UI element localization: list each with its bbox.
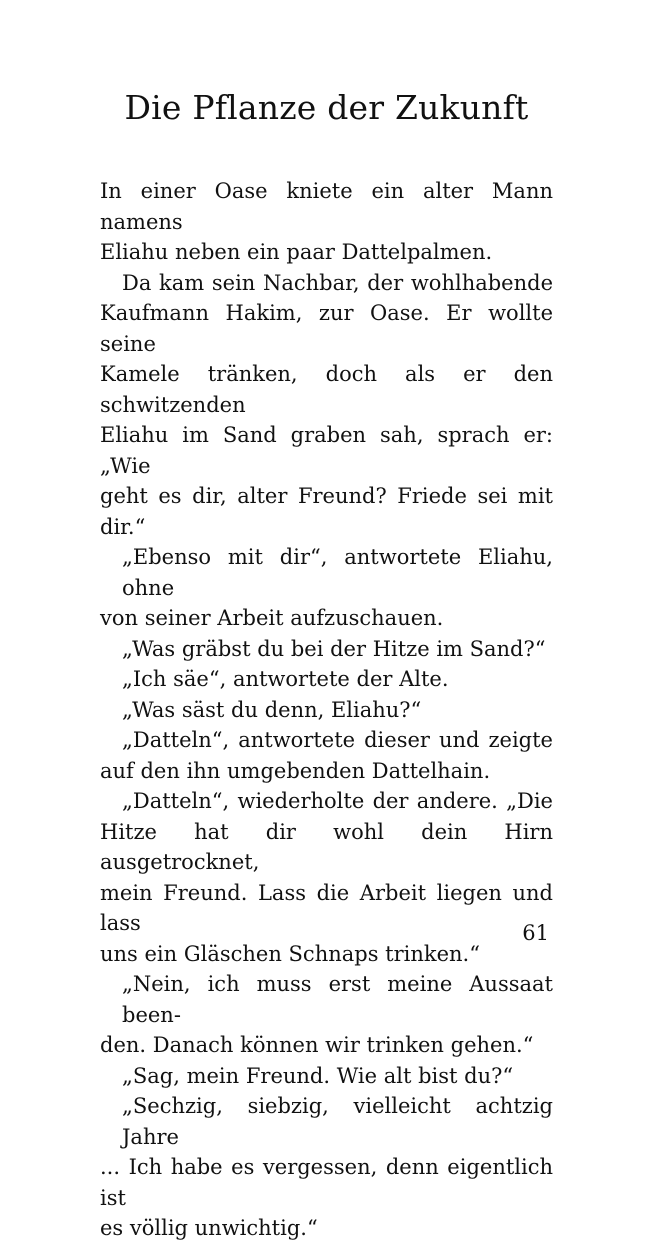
- chapter-title: Die Pflanze der Zukunft: [124, 88, 529, 127]
- text-line: mein Freund. Lass die Arbeit liegen und lass: [100, 880, 553, 935]
- text-line: es völlig unwichtig.“: [100, 1216, 318, 1240]
- text-line: „Ich säe“, antwortete der Alte.: [122, 667, 449, 691]
- text-line: Hitze hat dir wohl dein Hirn ausgetrocknet,: [100, 819, 553, 874]
- text-line: In einer Oase kniete ein alter Mann namens: [100, 179, 553, 234]
- text-line: „Datteln“, wiederholte der andere. „Die: [122, 789, 553, 813]
- text-line: Kaufmann Hakim, zur Oase. Er wollte seine: [100, 301, 553, 356]
- text-line: „Ebenso mit dir“, antwortete Eliahu, ohne: [122, 545, 553, 600]
- page-number: 61: [522, 921, 549, 945]
- text-line: uns ein Gläschen Schnaps trinken.“: [100, 941, 480, 966]
- text-line: „Was gräbst du bei der Hitze im Sand?“: [122, 636, 546, 661]
- body-text: [100, 176, 553, 1244]
- text-line: „Sechzig, siebzig, vielleicht achtzig Jahre: [122, 1094, 553, 1149]
- text-line: auf den ihn umgebenden Dattelhain.: [100, 758, 491, 783]
- text-line: „Datteln“, antwortete dieser und zeigte: [122, 728, 553, 752]
- text-line: „Was säst du denn, Eliahu?“: [122, 697, 422, 722]
- text-line: Da kam sein Nachbar, der wohlhabende: [122, 270, 553, 295]
- text-line: Eliahu im Sand graben sah, sprach er: „Wie: [100, 423, 553, 478]
- text-line: von seiner Arbeit aufzuschauen.: [100, 606, 444, 630]
- text-line: ... Ich habe es vergessen, denn eigentlich ist: [100, 1155, 553, 1210]
- text-line: „Sag, mein Freund. Wie alt bist du?“: [122, 1063, 514, 1088]
- text-line: Eliahu neben ein paar Dattelpalmen.: [100, 240, 493, 264]
- text-line: den. Danach können wir trinken gehen.“: [100, 1033, 534, 1057]
- text-line: „Nein, ich muss erst meine Aussaat been-: [122, 972, 553, 1027]
- text-line: Kamele tränken, doch als er den schwitzenden: [100, 362, 553, 417]
- text-line: geht es dir, alter Freund? Friede sei mit dir.“: [100, 484, 553, 539]
